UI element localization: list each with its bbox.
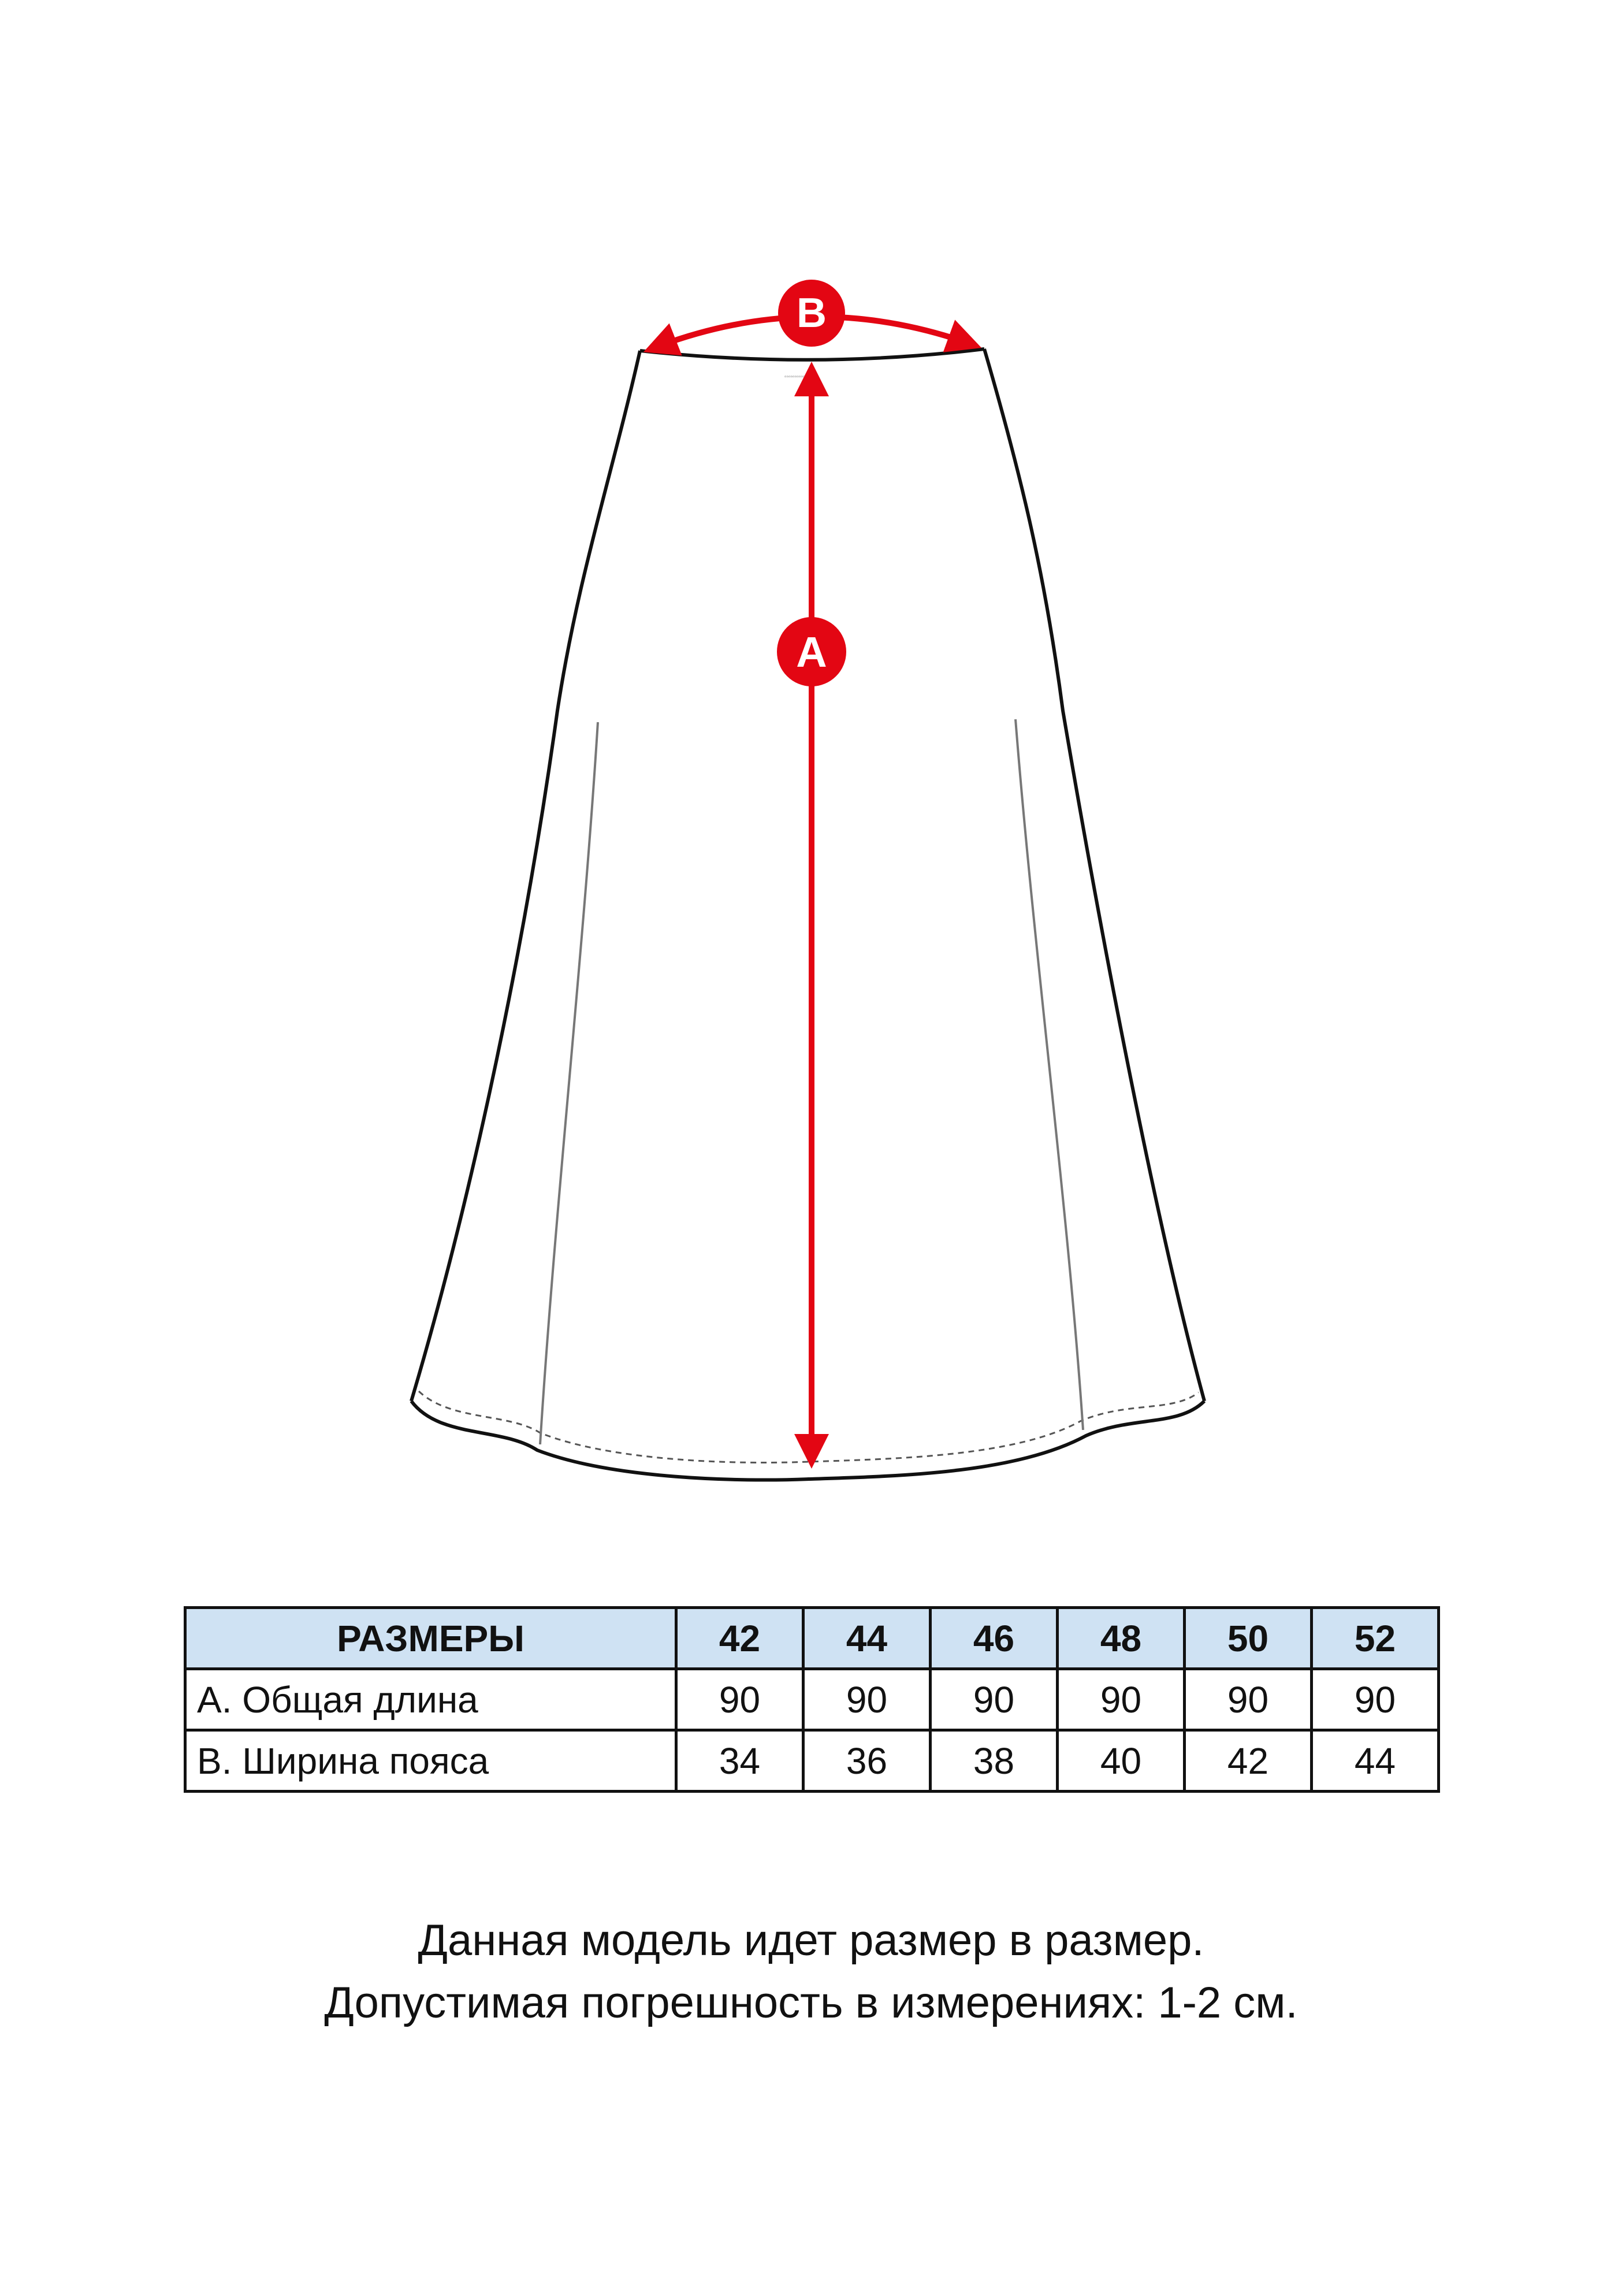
- label-b: B: [797, 290, 827, 336]
- table-row-total-length: [185, 1669, 1439, 1730]
- left-seam-line: [540, 722, 598, 1444]
- size-header-cell: 46: [931, 1608, 1058, 1669]
- label-a: A: [796, 628, 827, 676]
- measurement-a-group: [777, 369, 846, 1462]
- table-cell: 34: [676, 1730, 803, 1792]
- row-label: A. Общая длина: [185, 1669, 676, 1730]
- size-header-cell: 50: [1185, 1608, 1312, 1669]
- right-seam-line: [1015, 719, 1083, 1430]
- table-cell: 90: [1058, 1669, 1185, 1730]
- row-label: B. Ширина пояса: [185, 1730, 676, 1792]
- skirt-hem: [411, 1401, 1204, 1480]
- size-header-cell: 48: [1058, 1608, 1185, 1669]
- table-cell: 90: [803, 1669, 931, 1730]
- table-cell: 90: [676, 1669, 803, 1730]
- skirt-right-side: [984, 349, 1204, 1401]
- care-label-mark: ▫▫▫▫▫▫▫▫▫▫▫▫: [784, 374, 809, 380]
- size-header-cell: 52: [1312, 1608, 1439, 1669]
- size-header-cell: 44: [803, 1608, 931, 1669]
- table-cell: 38: [931, 1730, 1058, 1792]
- table-cell: 44: [1312, 1730, 1439, 1792]
- table-cell: 90: [1312, 1669, 1439, 1730]
- fit-note: [0, 1909, 1622, 2034]
- fit-note-line-2: Допустимая погрешность в измерениях: 1-2 см.: [324, 1978, 1298, 2027]
- fit-note-line-1: Данная модель идет размер в размер.: [418, 1916, 1204, 1965]
- skirt-waistband: [640, 349, 984, 360]
- table-cell: 40: [1058, 1730, 1185, 1792]
- size-chart-table: [184, 1606, 1440, 1793]
- table-row-waist-width: [185, 1730, 1439, 1792]
- measurement-b-group: [650, 280, 975, 350]
- table-cell: 90: [1185, 1669, 1312, 1730]
- table-cell: 42: [1185, 1730, 1312, 1792]
- sizes-header-label: РАЗМЕРЫ: [185, 1608, 676, 1669]
- table-cell: 36: [803, 1730, 931, 1792]
- size-header-cell: 42: [676, 1608, 803, 1669]
- skirt-outline: [411, 349, 1204, 1480]
- size-header-row: [185, 1608, 1439, 1669]
- table-cell: 90: [931, 1669, 1058, 1730]
- skirt-left-side: [411, 351, 640, 1401]
